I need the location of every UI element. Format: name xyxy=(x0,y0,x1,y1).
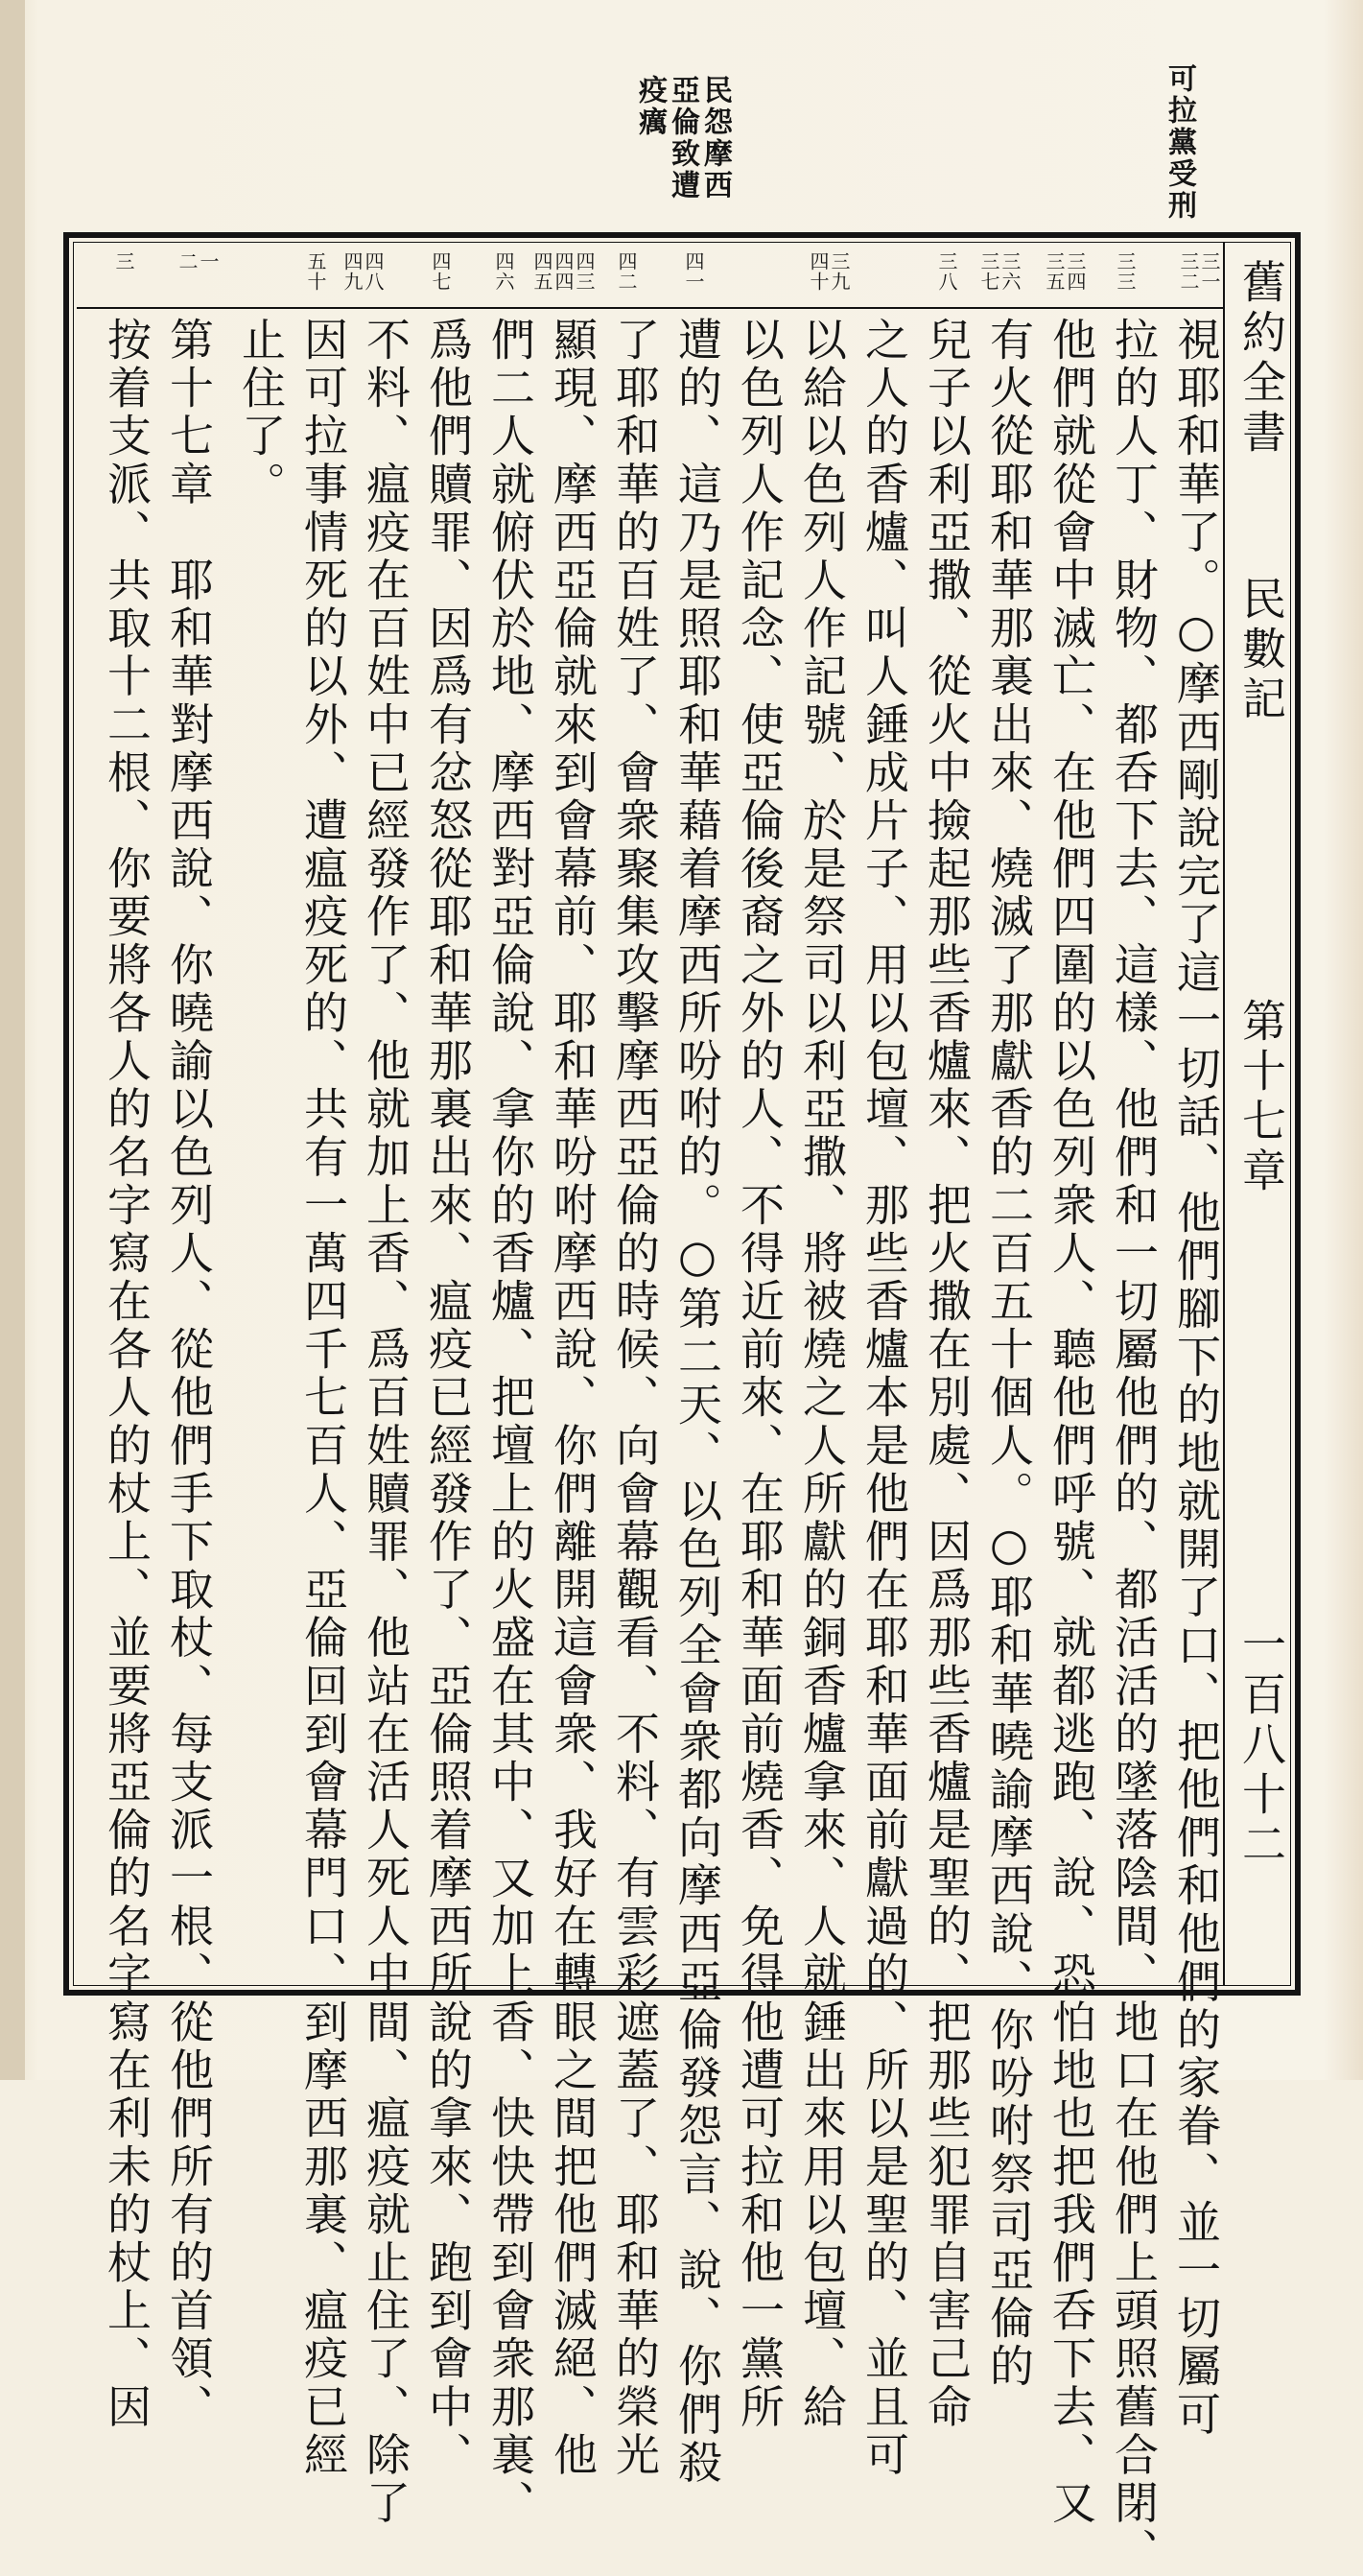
header-chapter: 第十七章 xyxy=(1235,998,1287,1197)
book-spine-shadow xyxy=(0,0,25,2080)
top-note-murmuring: 民怨摩西亞倫致遭疫癘 xyxy=(633,75,732,201)
text-column: 止住了。 xyxy=(235,317,287,509)
header-book-name: 民數記 xyxy=(1235,576,1287,725)
verse-number-rule xyxy=(77,307,1223,309)
text-column: 以給以色列人作記號、於是祭司以利亞撒、將被燒之人所獻的銅香爐拿來、人就錘出來用以包壇、給 xyxy=(796,317,848,2432)
text-column: 爲他們贖罪、因爲有忿怒從耶和華那裏出來、瘟疫已經發作了、亞倫照着摩西所說的拿來、跑到會中、 xyxy=(422,317,474,2480)
top-note-korah: 可拉黨受刑 xyxy=(1163,63,1196,222)
header-book-title: 舊約全書 xyxy=(1235,259,1287,459)
verse-number-label: 四六 xyxy=(492,251,515,292)
verse-number-label: 三三 xyxy=(1114,251,1137,292)
header-page-number: 一百八十二 xyxy=(1235,1621,1287,1871)
text-column: 不料、瘟疫在百姓中已經發作了、他就加上香、爲百姓贖罪、他站在活人死人中間、瘟疫就止住了、除了 xyxy=(360,317,411,2528)
verse-number-label: 五十 xyxy=(304,251,327,292)
text-column: 遭的、這乃是照耶和華藉着摩西所吩咐的。○第二天、以色列全會衆都向摩西亞倫發怨言、說、你們殺 xyxy=(671,317,723,2488)
verse-number-label: 四三 四四 四五 xyxy=(530,251,596,292)
verse-number-label: 三八 xyxy=(935,251,958,292)
verse-number-label: 四七 xyxy=(429,251,452,292)
verse-number-label: 一 二 xyxy=(176,251,220,272)
text-column: 因可拉事情死的以外、遭瘟疫死的、共有一萬四千七百人、亞倫回到會幕門口、到摩西那裏、瘟疫已經 xyxy=(297,317,349,2480)
verse-number-label: 三 xyxy=(112,251,135,272)
verse-number-label: 四八 四九 xyxy=(341,251,385,292)
text-column: 們二人就俯伏於地、摩西對亞倫說、拿你的香爐、把壇上的火盛在其中、又加上香、快快帶到會衆那裏、 xyxy=(484,317,536,2528)
text-column: 兒子以利亞撒、從火中撿起那些香爐來、把火撒在別處、因爲那些香爐是聖的、把那些犯罪自害己命 xyxy=(921,317,973,2432)
text-column: 拉的人丁、財物、都呑下去、這樣、他們和一切屬他們的、都活活的墜落陰間、地口在他們上頭照舊合閉、 xyxy=(1108,317,1160,2576)
text-column: 之人的香爐、叫人錘成片子、用以包壇、那些香爐本是他們在耶和華面前獻過的、所以是聖的、並且可 xyxy=(858,317,910,2480)
text-column: 以色列人作記念、使亞倫後裔之外的人、不得近前來、在耶和華面前燒香、免得他遭可拉和他一黨所 xyxy=(734,317,786,2432)
verse-number-label: 三九 四十 xyxy=(807,251,851,292)
text-column: 有火從耶和華那裏出來、燒滅了那獻香的二百五十個人。○耶和華曉諭摩西說、你吩咐祭司亞倫的 xyxy=(983,317,1035,2392)
text-column: 第十七章 耶和華對摩西說、你曉諭以色列人、從他們手下取杖、每支派一根、從他們所有的首領、 xyxy=(163,317,215,2432)
running-header xyxy=(1230,259,1293,1967)
verse-number-label: 三一 三二 xyxy=(1177,251,1221,292)
text-column: 了耶和華的百姓了、會衆聚集攻擊摩西亞倫的時候、向會幕觀看、不料、有雲彩遮蓋了、耶和華的榮光 xyxy=(609,317,661,2480)
verse-number-label: 三四 三五 xyxy=(1043,251,1087,292)
verse-number-label: 四一 xyxy=(682,251,705,292)
verse-number-label: 四二 xyxy=(615,251,638,292)
text-column: 視耶和華了。○摩西剛說完了這一切話、他們腳下的地就開了口、把他們和他們的家眷、並一切屬可 xyxy=(1170,317,1222,2440)
text-column: 他們就從會中滅亡、在他們四圍的以色列衆人、聽他們呼號、就都逃跑、說、恐怕地也把我們呑下去、又 xyxy=(1046,317,1097,2528)
text-column: 按着支派、共取十二根、你要將各人的名字寫在各人的杖上、並要將亞倫的名字寫在利未的杖上、因 xyxy=(101,317,153,2432)
text-column: 顯現、摩西亞倫就來到會幕前、耶和華吩咐摩西說、你們離開這會衆、我好在轉眼之間把他們滅絕、他 xyxy=(547,317,599,2480)
verse-number-label: 三六 三七 xyxy=(977,251,1022,292)
